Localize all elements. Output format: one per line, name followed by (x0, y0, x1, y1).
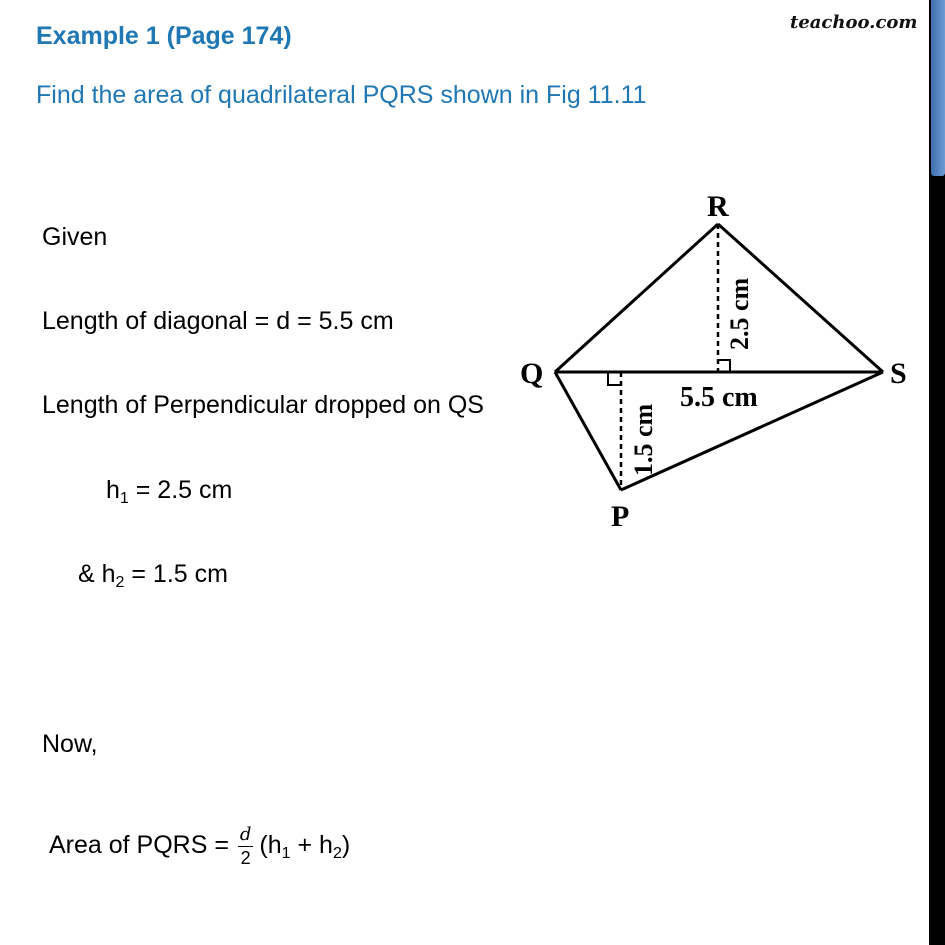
h1-length-label: 2.5 cm (725, 277, 754, 350)
h2-rest: = 1.5 cm (124, 560, 228, 588)
vertex-label-R: R (707, 190, 729, 223)
fraction-denominator: 2 (240, 848, 251, 868)
right-angle-mark-h1 (718, 360, 730, 372)
brand-logo: teachoo.com (790, 12, 918, 33)
quadrilateral-figure (500, 180, 920, 540)
h2-subscript: 2 (115, 574, 125, 591)
vertex-label-Q: Q (520, 357, 544, 390)
right-angle-mark-h2 (608, 372, 621, 385)
fraction-numerator: d (239, 824, 252, 845)
diagonal-length: Length of diagonal = d = 5.5 cm (42, 307, 394, 335)
h2-value (78, 560, 228, 589)
formula-open: (h (259, 831, 282, 860)
page-title: Example 1 (Page 174) (36, 22, 292, 50)
side-QR (555, 224, 718, 372)
fraction-d-over-2 (238, 826, 254, 867)
area-formula (49, 826, 350, 867)
question-text: Find the area of quadrilateral PQRS shown in Fig 11.11 (36, 81, 647, 109)
h2-prefix: & h (78, 560, 116, 588)
h2-length-label: 1.5 cm (629, 403, 658, 476)
scrollbar[interactable] (929, 0, 945, 945)
now-text: Now, (42, 730, 98, 758)
given-heading: Given (42, 223, 108, 251)
diagonal-length-label: 5.5 cm (680, 382, 758, 413)
formula-plus: + h (290, 831, 333, 860)
formula-sub1: 1 (281, 845, 291, 863)
formula-prefix: Area of PQRS = (49, 831, 236, 860)
vertex-label-P: P (611, 500, 630, 533)
perpendicular-heading: Length of Perpendicular dropped on QS (42, 391, 484, 419)
h1-symbol: h (106, 476, 120, 504)
scrollbar-thumb[interactable] (931, 0, 945, 176)
h1-subscript: 1 (119, 490, 129, 507)
vertex-label-S: S (890, 357, 907, 390)
h1-rest: = 2.5 cm (128, 476, 233, 504)
h1-value (106, 476, 232, 505)
formula-close: ) (341, 831, 351, 860)
formula-sub2: 2 (332, 845, 342, 863)
side-PQ (555, 372, 621, 490)
